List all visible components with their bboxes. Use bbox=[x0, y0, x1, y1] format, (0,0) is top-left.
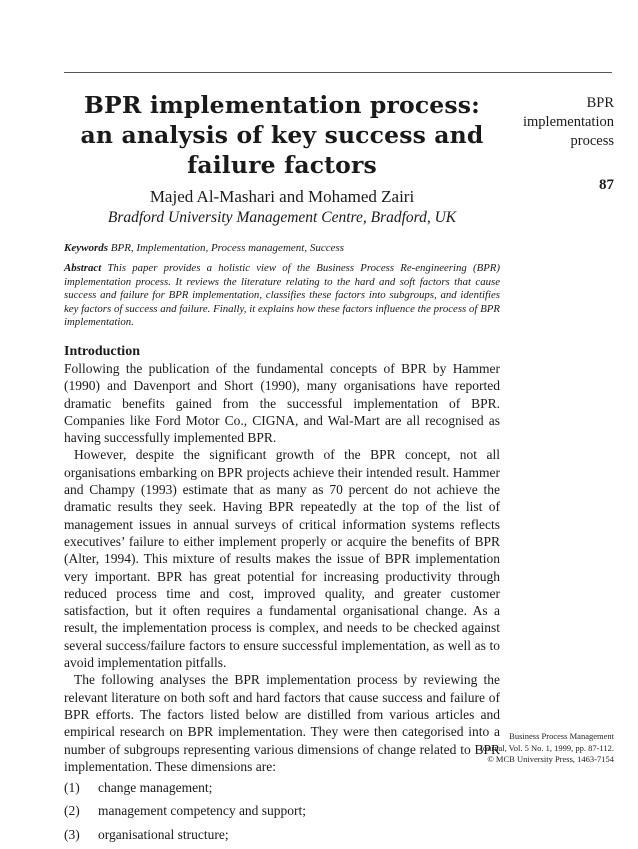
title-line: an analysis of key success and bbox=[80, 121, 484, 149]
abstract-label: Abstract bbox=[64, 262, 102, 274]
header-rule bbox=[64, 72, 612, 73]
dimensions-list bbox=[64, 779, 500, 843]
list-item bbox=[64, 826, 500, 843]
journal-line: Business Process Management bbox=[509, 731, 614, 741]
author-affiliation: Bradford University Management Centre, Bradford, UK bbox=[107, 209, 457, 226]
abstract-block bbox=[64, 262, 500, 330]
list-item bbox=[64, 779, 500, 796]
article-body bbox=[64, 90, 500, 849]
list-item-text: organisational structure; bbox=[98, 826, 229, 842]
title-line: failure factors bbox=[187, 151, 377, 179]
article-authors: Majed Al-Mashari and Mohamed Zairi bbox=[149, 187, 415, 206]
keywords-text: BPR, Implementation, Process management, Success bbox=[110, 242, 345, 254]
running-title-line: process bbox=[570, 133, 614, 149]
list-item-text: management competency and support; bbox=[98, 803, 307, 819]
running-title-line: BPR bbox=[586, 95, 614, 111]
body-paragraph: The following analyses the BPR implementation process by reviewing the relevant literature on both soft and hard factors that cause success and failure of BPR efforts. The factors listed below are distilled from various articles and empirical research on BPR implementation. They were then categorised into a number of subgroups representing various dimensions of change related to BPR implementation. These dimensions are: bbox=[64, 672, 500, 774]
page-number: 87 bbox=[599, 177, 614, 193]
title-line: BPR implementation process: bbox=[84, 91, 480, 119]
list-item-number: (2) bbox=[64, 803, 80, 819]
body-paragraph: However, despite the significant growth of the BPR concept, not all organisations embarking on BPR projects achieve their intended result. Hammer and Champy (1993) estimate that as many as 70 percent do not achieve the dramatic results they seek. Having BPR repeatedly at the top of the list of management issues in annual surveys of critical information systems reflects executives’ failure to either implement properly or acquire the benefits of BPR (Alter, 1994). This mixture of results makes the issue of BPR implementation very important. BPR has great potential for increasing productivity through reduced process time and cost, improved quality, and greater customer satisfaction, but it often requires a fundamental organisational change. As a result, the implementation process is complex, and needs to be checked against several success/failure factors to ensure successful implementation, as well as to avoid implementation pitfalls. bbox=[64, 447, 500, 671]
list-item bbox=[64, 802, 500, 819]
running-sidebar bbox=[504, 94, 614, 195]
running-title-line: implementation bbox=[522, 114, 614, 130]
article-title bbox=[64, 90, 500, 180]
journal-line: Journal, Vol. 5 No. 1, 1999, pp. 87-112. bbox=[479, 742, 614, 753]
keywords-label: Keywords bbox=[64, 242, 108, 254]
list-item-number: (3) bbox=[64, 826, 80, 842]
list-item-text: change management; bbox=[98, 780, 213, 796]
body-paragraph: Following the publication of the fundamental concepts of BPR by Hammer (1990) and Davenport and Short (1990), many organisations have reported dramatic benefits gained from the successful implementation of BPR. Companies like Ford Motor Co., CIGNA, and Wal-Mart are all recognised as having successfully implemented BPR. bbox=[64, 360, 500, 446]
section-heading-introduction: Introduction bbox=[64, 343, 140, 359]
running-title bbox=[504, 94, 614, 151]
keywords-line bbox=[64, 241, 500, 255]
abstract-text: This paper provides a holistic view of the Business Process Re-engineering (BPR) implementation process. It reviews the literature relating to the hard and soft factors that cause success and failure for BPR implementation, classifies these factors into subgroups, and identifies key factors of success and failure. Finally, it explains how these factors influence the process of BPR implementation. bbox=[64, 262, 500, 329]
list-item-number: (1) bbox=[64, 780, 80, 796]
journal-citation bbox=[454, 731, 614, 766]
journal-line: © MCB University Press, 1463-7154 bbox=[487, 754, 614, 764]
